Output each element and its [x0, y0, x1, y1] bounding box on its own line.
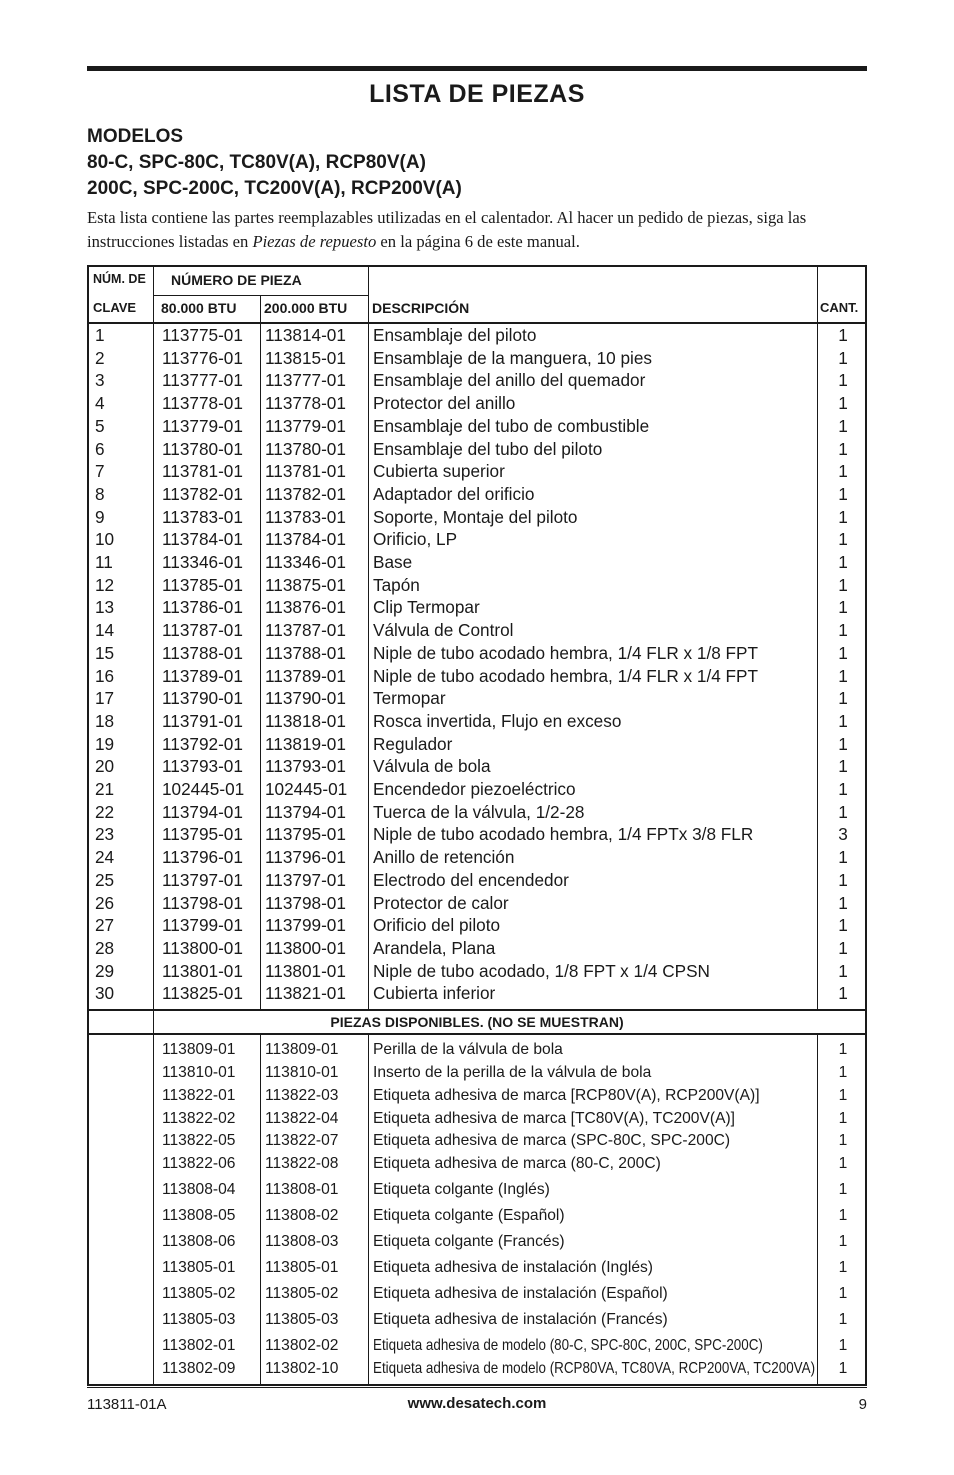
row-part-200k: 113790-01	[265, 688, 346, 709]
row-qty: 1	[838, 1259, 848, 1276]
available-parts-header: PIEZAS DISPONIBLES. (NO SE MUESTRAN)	[89, 1009, 865, 1035]
row-description: Etiqueta adhesiva de modelo (RCP80VA, TC80VA, RCP200VA, TC200VA)	[373, 1360, 816, 1377]
available-row	[89, 1309, 865, 1331]
table-row	[89, 415, 865, 438]
footer-rule	[87, 1387, 867, 1388]
table-row	[89, 483, 865, 506]
table-row	[89, 846, 865, 869]
table-row	[89, 506, 865, 529]
parts-table	[87, 265, 867, 1386]
row-part-80k: 113780-01	[162, 438, 243, 459]
row-part-200k: 113814-01	[265, 325, 346, 345]
row-qty: 1	[838, 1360, 848, 1377]
top-rule	[87, 66, 867, 71]
table-row	[89, 687, 865, 710]
row-part-80k: 113796-01	[162, 847, 243, 868]
row-part-80k: 113791-01	[162, 710, 243, 731]
row-qty: 1	[838, 552, 848, 572]
row-qty: 1	[838, 1207, 848, 1224]
row-key: 17	[95, 688, 115, 709]
row-key: 11	[95, 552, 113, 572]
row-qty: 1	[838, 756, 848, 777]
header-descripcion: DESCRIPCIÓN	[372, 300, 470, 316]
row-part-200k: 113875-01	[265, 574, 346, 595]
row-part-80k: 113822-05	[162, 1132, 236, 1149]
row-description: Protector de calor	[373, 892, 509, 913]
available-row	[89, 1108, 865, 1130]
table-row	[89, 528, 865, 551]
row-qty: 1	[838, 506, 848, 527]
row-part-80k: 113777-01	[162, 370, 243, 391]
row-qty: 1	[838, 847, 848, 868]
row-part-80k: 113778-01	[162, 393, 243, 414]
row-description: Anillo de retención	[373, 847, 515, 868]
table-row	[89, 892, 865, 915]
table-row	[89, 324, 865, 347]
page-title: LISTA DE PIEZAS	[369, 80, 585, 108]
table-row	[89, 801, 865, 824]
row-part-200k: 113821-01	[265, 983, 346, 1004]
row-key: 22	[95, 801, 115, 822]
row-part-80k: 113808-05	[162, 1207, 236, 1224]
table-row	[89, 369, 865, 392]
row-part-200k: 113815-01	[265, 347, 346, 368]
intro-link-text: Piezas de repuesto	[252, 232, 377, 251]
intro-text-2: en la página 6 de este manual.	[376, 232, 580, 251]
table-row	[89, 596, 865, 619]
row-part-200k: 113780-01	[265, 438, 346, 459]
row-description: Perilla de la válvula de bola	[373, 1041, 563, 1058]
available-row	[89, 1257, 865, 1279]
row-description: Clip Termopar	[373, 597, 480, 618]
row-part-200k: 113805-03	[265, 1311, 339, 1328]
available-row	[89, 1062, 865, 1084]
row-part-200k: 113794-01	[265, 801, 346, 822]
row-part-200k: 113778-01	[265, 393, 346, 414]
row-part-80k: 113805-01	[162, 1259, 236, 1276]
row-key: 21	[95, 779, 115, 799]
header-cant: CANT.	[820, 300, 859, 315]
row-key: 15	[95, 642, 115, 663]
row-part-200k: 113822-08	[265, 1155, 339, 1172]
row-part-80k: 113800-01	[162, 937, 243, 958]
table-row	[89, 982, 865, 1005]
row-description: Niple de tubo acodado hembra, 1/4 FLR x 1/4 FPT	[373, 665, 759, 686]
available-row	[89, 1039, 865, 1061]
row-part-80k: 113825-01	[162, 983, 243, 1004]
table-row	[89, 733, 865, 756]
row-part-200k: 113789-01	[265, 665, 346, 686]
row-part-200k: 113822-03	[265, 1087, 339, 1104]
row-qty: 1	[838, 574, 848, 595]
row-part-200k: 113822-07	[265, 1132, 339, 1149]
row-key: 27	[95, 915, 115, 936]
row-qty: 1	[838, 415, 848, 436]
available-row	[89, 1205, 865, 1227]
row-qty: 1	[838, 597, 848, 618]
intro-text-1: Esta lista contiene las partes reemplazables utilizadas en el calentador. Al hacer un pedido de piezas, siga las instrucciones listadas en	[87, 208, 807, 251]
row-part-80k: 113790-01	[162, 688, 243, 709]
row-part-80k: 113786-01	[162, 597, 243, 618]
row-qty: 1	[838, 393, 848, 414]
row-description: Cubierta inferior	[373, 983, 496, 1004]
header-200000-btu: 200.000 BTU	[264, 300, 348, 316]
row-part-80k: 113775-01	[162, 325, 243, 345]
row-description: Regulador	[373, 733, 453, 754]
row-part-200k: 102445-01	[265, 779, 348, 799]
row-key: 6	[95, 438, 105, 459]
row-key: 26	[95, 892, 115, 913]
row-part-80k: 113776-01	[162, 347, 243, 368]
row-part-200k: 113805-01	[265, 1259, 339, 1276]
row-key: 20	[95, 756, 115, 777]
table-row	[89, 642, 865, 665]
row-part-80k: 113781-01	[162, 461, 243, 482]
row-part-200k: 113797-01	[265, 869, 346, 890]
row-description: Soporte, Montaje del piloto	[373, 506, 578, 527]
row-part-80k: 113792-01	[162, 733, 243, 754]
row-description: Etiqueta adhesiva de marca [TC80V(A), TC200V(A)]	[373, 1110, 735, 1127]
table-row	[89, 551, 865, 574]
row-part-80k: 102445-01	[162, 779, 245, 799]
row-qty: 1	[838, 1285, 848, 1302]
row-description: Ensamblaje de la manguera, 10 pies	[373, 347, 652, 368]
table-row	[89, 914, 865, 937]
header-divider	[153, 295, 368, 296]
row-part-80k: 113783-01	[162, 506, 243, 527]
available-row	[89, 1085, 865, 1107]
row-qty: 1	[838, 1110, 848, 1127]
row-description: Tapón	[373, 574, 420, 595]
row-qty: 1	[838, 347, 848, 368]
row-part-200k: 113799-01	[265, 915, 346, 936]
row-description: Etiqueta adhesiva de instalación (Francés)	[373, 1311, 668, 1328]
row-description: Etiqueta colgante (Español)	[373, 1207, 565, 1224]
models-line-200: 200C, SPC-200C, TC200V(A), RCP200V(A)	[87, 178, 462, 199]
row-qty: 1	[838, 483, 848, 504]
row-part-80k: 113802-09	[162, 1360, 236, 1377]
row-part-200k: 113810-01	[265, 1064, 339, 1081]
row-key: 13	[95, 597, 115, 618]
intro-paragraph	[87, 206, 869, 254]
row-part-200k: 113808-03	[265, 1233, 339, 1250]
row-qty: 1	[838, 983, 848, 1004]
row-part-200k: 113781-01	[265, 461, 346, 482]
row-part-80k: 113822-06	[162, 1155, 236, 1172]
table-row	[89, 960, 865, 983]
row-qty: 1	[838, 1041, 848, 1058]
row-key: 25	[95, 869, 115, 890]
row-part-200k: 113805-02	[265, 1285, 339, 1302]
row-key: 19	[95, 733, 115, 754]
row-key: 4	[95, 393, 105, 414]
row-key: 18	[95, 710, 115, 731]
row-part-200k: 113784-01	[265, 529, 346, 550]
row-qty: 1	[838, 461, 848, 482]
table-row	[89, 619, 865, 642]
row-part-200k: 113802-10	[265, 1360, 339, 1377]
available-row	[89, 1283, 865, 1305]
row-description: Ensamblaje del tubo de combustible	[373, 415, 650, 436]
row-description: Etiqueta adhesiva de marca (80-C, 200C)	[373, 1155, 661, 1172]
row-part-200k: 113809-01	[265, 1041, 339, 1058]
row-qty: 1	[838, 1181, 848, 1198]
row-description: Niple de tubo acodado hembra, 1/4 FLR x 1/8 FPT	[373, 642, 759, 663]
row-description: Rosca invertida, Flujo en exceso	[373, 710, 622, 731]
row-part-80k: 113822-02	[162, 1110, 236, 1127]
table-row	[89, 392, 865, 415]
table-row	[89, 778, 865, 801]
doc-number: 113811-01A	[87, 1396, 167, 1413]
row-part-200k: 113818-01	[265, 710, 346, 731]
table-row	[89, 665, 865, 688]
row-qty: 1	[838, 1311, 848, 1328]
row-qty: 1	[838, 642, 848, 663]
row-key: 29	[95, 960, 115, 981]
row-description: Inserto de la perilla de la válvula de bola	[373, 1064, 652, 1081]
row-qty: 1	[838, 869, 848, 890]
row-part-200k: 113808-02	[265, 1207, 339, 1224]
table-row	[89, 347, 865, 370]
table-header	[89, 267, 865, 324]
row-part-80k: 113809-01	[162, 1041, 236, 1058]
row-part-200k: 113876-01	[265, 597, 346, 618]
row-key: 30	[95, 983, 115, 1004]
row-part-200k: 113783-01	[265, 506, 346, 527]
row-key: 16	[95, 665, 115, 686]
row-description: Etiqueta adhesiva de marca (SPC-80C, SPC-200C)	[373, 1132, 731, 1149]
models-line-80: 80-C, SPC-80C, TC80V(A), RCP80V(A)	[87, 152, 426, 173]
row-key: 2	[95, 347, 105, 368]
row-qty: 1	[838, 710, 848, 731]
row-part-200k: 113777-01	[265, 370, 346, 391]
row-qty: 1	[838, 915, 848, 936]
row-description: Base	[373, 552, 413, 572]
row-description: Orificio, LP	[373, 529, 458, 550]
available-row	[89, 1130, 865, 1152]
row-part-80k: 113785-01	[162, 574, 243, 595]
row-part-80k: 113787-01	[162, 620, 243, 641]
page-number: 9	[858, 1396, 867, 1413]
row-description: Niple de tubo acodado hembra, 1/4 FPTx 3/8 FLR	[373, 824, 754, 845]
row-description: Niple de tubo acodado, 1/8 FPT x 1/4 CPSN	[373, 960, 710, 981]
row-qty: 1	[838, 892, 848, 913]
row-part-80k: 113795-01	[162, 824, 243, 845]
row-part-80k: 113794-01	[162, 801, 243, 822]
row-description: Ensamblaje del piloto	[373, 325, 537, 345]
table-row	[89, 823, 865, 846]
row-part-200k: 113787-01	[265, 620, 346, 641]
row-key: 23	[95, 824, 115, 845]
row-part-80k: 113801-01	[162, 960, 243, 981]
row-description: Ensamblaje del tubo del piloto	[373, 438, 603, 459]
row-key: 7	[95, 461, 105, 482]
row-part-200k: 113802-02	[265, 1337, 339, 1354]
row-part-200k: 113795-01	[265, 824, 346, 845]
website-link[interactable]: www.desatech.com	[407, 1395, 547, 1412]
table-row	[89, 574, 865, 597]
row-part-80k: 113797-01	[162, 869, 243, 890]
row-key: 12	[95, 574, 115, 595]
row-description: Etiqueta adhesiva de modelo (80-C, SPC-80C, 200C, SPC-200C)	[373, 1337, 763, 1354]
row-qty: 1	[838, 1132, 848, 1149]
row-qty: 1	[838, 620, 848, 641]
row-part-80k: 113802-01	[162, 1337, 236, 1354]
row-description: Válvula de bola	[373, 756, 491, 777]
row-qty: 1	[838, 1155, 848, 1172]
row-qty: 1	[838, 1233, 848, 1250]
table-row	[89, 937, 865, 960]
row-description: Arandela, Plana	[373, 937, 496, 958]
row-qty: 3	[838, 824, 848, 845]
row-qty: 1	[838, 688, 848, 709]
row-description: Etiqueta colgante (Inglés)	[373, 1181, 550, 1198]
available-row	[89, 1231, 865, 1253]
row-part-200k: 113808-01	[265, 1181, 339, 1198]
header-clave: CLAVE	[93, 300, 137, 315]
row-description: Etiqueta adhesiva de instalación (Inglés)	[373, 1259, 653, 1276]
row-key: 24	[95, 847, 115, 868]
row-part-80k: 113779-01	[162, 415, 243, 436]
row-key: 1	[95, 325, 105, 345]
row-part-200k: 113782-01	[265, 483, 346, 504]
row-key: 3	[95, 370, 105, 391]
header-num-de: NÚM. DE	[93, 272, 146, 286]
row-part-200k: 113819-01	[265, 733, 346, 754]
row-qty: 1	[838, 370, 848, 391]
row-qty: 1	[838, 960, 848, 981]
row-description: Etiqueta colgante (Francés)	[373, 1233, 565, 1250]
row-qty: 1	[838, 529, 848, 550]
row-qty: 1	[838, 801, 848, 822]
row-part-200k: 113822-04	[265, 1110, 339, 1127]
row-description: Cubierta superior	[373, 461, 505, 482]
row-qty: 1	[838, 779, 848, 799]
row-part-80k: 113782-01	[162, 483, 243, 504]
row-key: 28	[95, 937, 115, 958]
row-part-80k: 113805-03	[162, 1311, 236, 1328]
row-qty: 1	[838, 665, 848, 686]
row-key: 8	[95, 483, 105, 504]
available-row	[89, 1179, 865, 1201]
row-part-80k: 113346-01	[162, 552, 243, 572]
table-row	[89, 438, 865, 461]
row-key: 10	[95, 529, 115, 550]
table-row	[89, 460, 865, 483]
row-qty: 1	[838, 733, 848, 754]
row-part-80k: 113793-01	[162, 756, 243, 777]
row-part-80k: 113799-01	[162, 915, 243, 936]
row-part-80k: 113784-01	[162, 529, 243, 550]
row-part-200k: 113800-01	[265, 937, 346, 958]
available-row	[89, 1153, 865, 1175]
row-description: Electrodo del encendedor	[373, 869, 569, 890]
row-part-80k: 113808-06	[162, 1233, 236, 1250]
row-qty: 1	[838, 438, 848, 459]
row-part-200k: 113796-01	[265, 847, 346, 868]
row-description: Ensamblaje del anillo del quemador	[373, 370, 646, 391]
row-key: 9	[95, 506, 105, 527]
table-row	[89, 710, 865, 733]
row-qty: 1	[838, 1064, 848, 1081]
row-description: Etiqueta adhesiva de marca [RCP80V(A), RCP200V(A)]	[373, 1087, 760, 1104]
row-description: Válvula de Control	[373, 620, 514, 641]
row-description: Termopar	[373, 688, 446, 709]
row-part-80k: 113788-01	[162, 642, 243, 663]
row-key: 14	[95, 620, 115, 641]
row-part-80k: 113810-01	[162, 1064, 236, 1081]
header-numero-pieza: NÚMERO DE PIEZA	[171, 272, 302, 288]
row-description: Tuerca de la válvula, 1/2-28	[373, 801, 585, 822]
row-part-80k: 113822-01	[162, 1087, 236, 1104]
row-key: 5	[95, 415, 105, 436]
row-description: Protector del anillo	[373, 393, 516, 414]
available-row	[89, 1358, 865, 1380]
table-row	[89, 755, 865, 778]
row-part-200k: 113779-01	[265, 415, 346, 436]
row-description: Orificio del piloto	[373, 915, 501, 936]
row-description: Encendedor piezoeléctrico	[373, 779, 576, 799]
row-part-80k: 113805-02	[162, 1285, 236, 1302]
row-part-80k: 113798-01	[162, 892, 243, 913]
row-qty: 1	[838, 937, 848, 958]
available-row	[89, 1335, 865, 1357]
row-part-200k: 113793-01	[265, 756, 346, 777]
row-qty: 1	[838, 1337, 848, 1354]
row-part-200k: 113346-01	[265, 552, 346, 572]
row-part-80k: 113789-01	[162, 665, 243, 686]
row-description: Adaptador del orificio	[373, 483, 535, 504]
models-heading	[87, 124, 867, 202]
row-part-200k: 113798-01	[265, 892, 346, 913]
row-part-80k: 113808-04	[162, 1181, 236, 1198]
row-part-200k: 113801-01	[265, 960, 346, 981]
row-description: Etiqueta adhesiva de instalación (Español)	[373, 1285, 668, 1302]
table-row	[89, 869, 865, 892]
row-qty: 1	[838, 325, 848, 345]
models-label: MODELOS	[87, 126, 184, 147]
row-part-200k: 113788-01	[265, 642, 346, 663]
header-80000-btu: 80.000 BTU	[161, 300, 237, 316]
row-qty: 1	[838, 1087, 848, 1104]
